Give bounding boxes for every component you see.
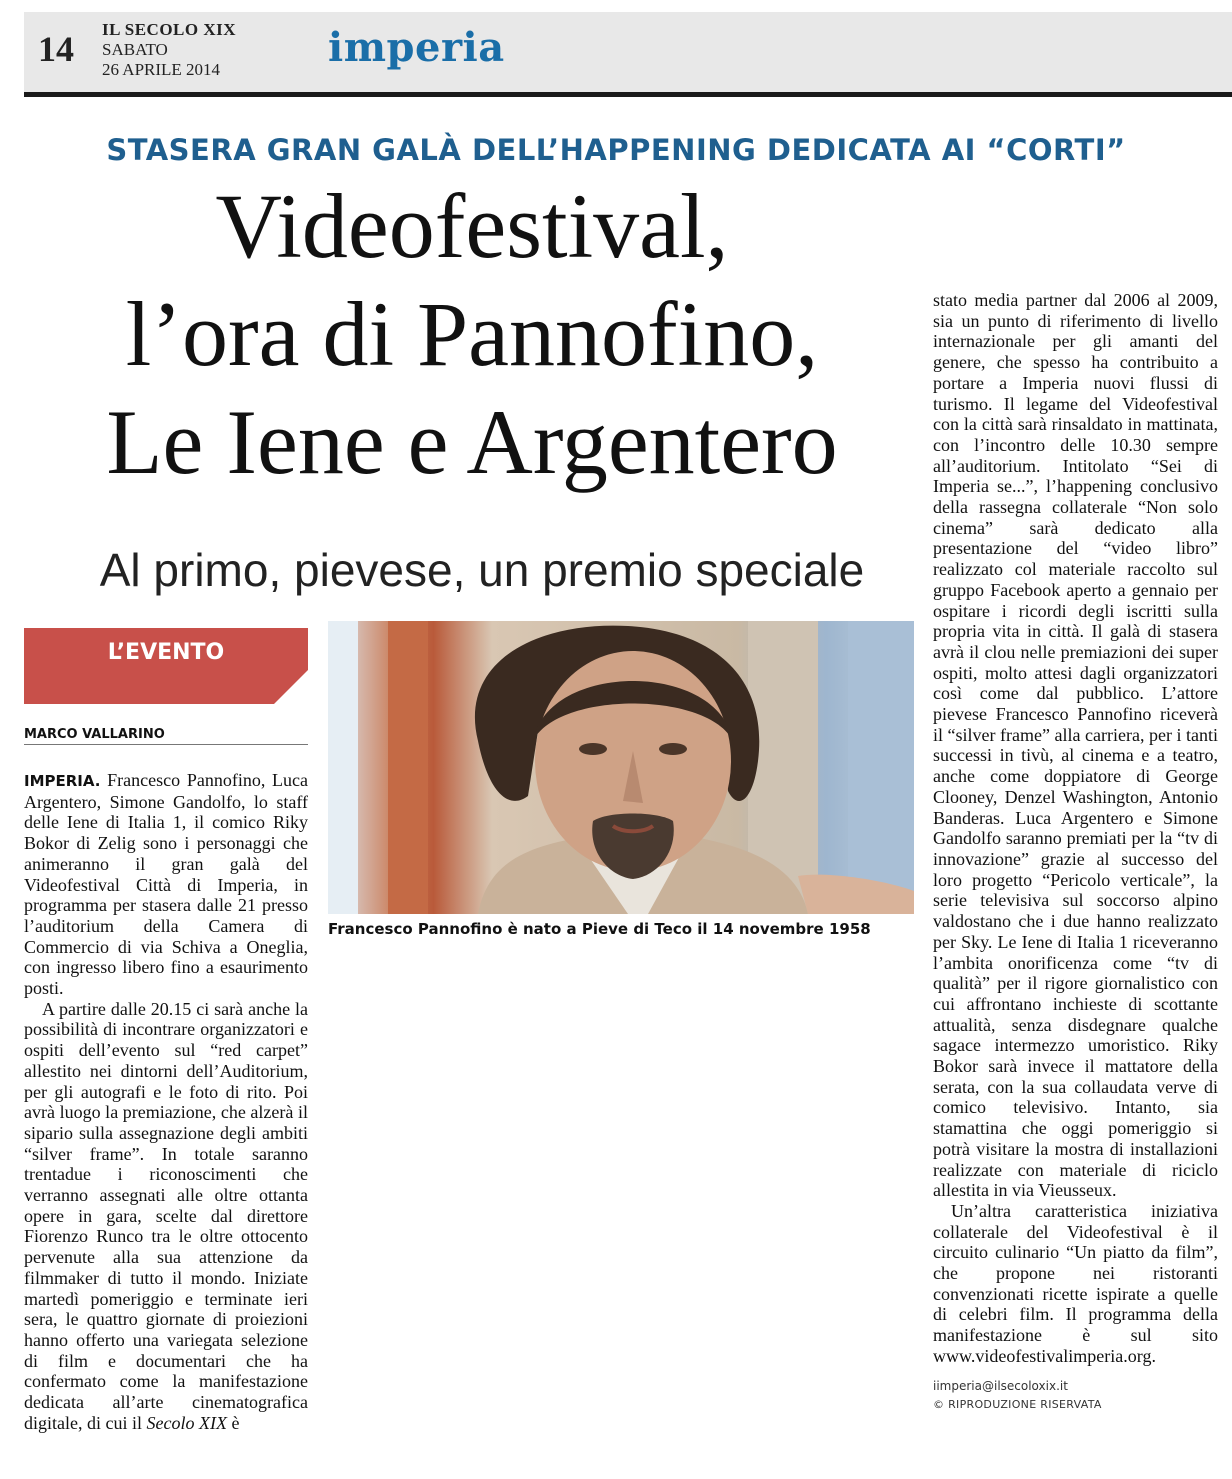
- copyright-notice: © RIPRODUZIONE RISERVATA: [933, 1397, 1102, 1411]
- newspaper-reference: Secolo XIX: [146, 1412, 227, 1433]
- portrait-photo-icon: [328, 621, 914, 914]
- paragraph: stato media partner dal 2006 al 2009, sia un punto di riferimento di livello internazionale per gli amanti del genere, che spesso ha contribuito a portare a Imperia nuovi flussi di turismo. Il legame del Videofestival con la città sarà rinsaldato in mattinata, con l’incontro delle 10.30 sempre all’auditorium. Intitolato “Sei di Imperia se...”, l’happening conclusivo della rassegna collaterale “Non solo cinema” sarà dedicato alla presentazione del “video libro” realizzato col materiale raccolto sul gruppo Facebook aperto a gennaio per ospitare i ricordi degli iscritti sulla propria vita in città. Il galà di stasera avrà il clou nelle premiazioni dei super ospiti, molto attesi dagli organizzatori così come dal pubblico. L’attore pievese Francesco Pannofino riceverà il “silver frame” alla carriera, per i tanti successi in tivù, al cinema e a teatro, anche come doppiatore di George Clooney, Denzel Washington, Antonio Banderas. Luca Argentero e Simone Gandolfo saranno premiati per la “tv di innovazione” grazie al successo del loro progetto “Pericolo verticale”, la serie televisiva sul soccorso alpino valdostano che i due hanno realizzato per Sky. Le Iene di Italia 1 riceveranno l’ambita onorificenza come “tv di qualità” per il rigore giornalistico con cui affrontano inchieste di scottante attualità, senza disdegnare qualche sagace intermezzo umoristico. Riky Bokor sarà invece il mattatore della serata, con la sua collaudata verve di comico televisivo. Intanto, sia stamattina che oggi pomeriggio si potrà visitare la mostra di installazioni realizzate con materiale di riciclo allestita in via Vieusseux.: [933, 290, 1218, 1201]
- issue-day: SABATO: [102, 40, 168, 59]
- page-number: 14: [38, 29, 74, 69]
- issue-date: 26 APRILE 2014: [102, 60, 221, 79]
- article-subhead: Al primo, pievese, un premio speciale: [99, 544, 865, 596]
- dateline: IMPERIA.: [24, 772, 101, 790]
- folded-corner-icon: [274, 670, 308, 704]
- headline-line: Videofestival,: [215, 175, 729, 277]
- newspaper-name: IL SECOLO XIX: [102, 20, 237, 39]
- masthead-info: [102, 20, 236, 80]
- paragraph-text: A partire dalle 20.15 ci sarà anche la possibilità di incontrare organizzatori e ospiti dell’evento sul “red carpet” allestito nei dintorni dell’Auditorium, per gli autografi e le foto di rito. Poi avrà luogo la premiazione, che alzerà il sipario sulla assegnazione degli ambiti “silver frame”. In totale saranno trentadue i riconoscimenti che verranno assegnati alle oltre ottanta opere in gara, scelte dal direttore Fiorenzo Runco tra le oltre ottocento pervenute alla sua attenzione da filmmaker di tutto il mondo. Iniziate martedì pomeriggio e terminate ieri sera, le quattro giornate di proiezioni hanno offerto una variegata selezione di film e documentari che ha confermato come la manifestazione dedicata all’arte cinematografica digitale, di cui il: [24, 998, 308, 1433]
- paragraph-text: Francesco Pannofino, Luca Argentero, Simone Gandolfo, lo staff delle Iene di Italia 1, il comico Riky Bokor di Zelig sono i personaggi che animeranno il gran galà del Videofestival Città di Imperia, in programma per stasera dalle 21 presso l’auditorium della Camera di Commercio di via Schiva a Oneglia, con ingresso libero fino a esaurimento posti.: [24, 770, 309, 999]
- contact-email: iimperia@ilsecoloxix.it: [933, 1378, 1068, 1393]
- article-column-right: [933, 290, 1218, 1415]
- headline-line: l’ora di Pannofino,: [125, 283, 819, 385]
- photo-caption: Francesco Pannofino è nato a Pieve di Teco il 14 novembre 1958: [328, 920, 871, 938]
- rubric-label: L’EVENTO: [107, 640, 225, 665]
- article-photo: [328, 621, 914, 914]
- headline-line: Le Iene e Argentero: [106, 391, 838, 493]
- article-kicker: STASERA GRAN GALÀ DELL’HAPPENING DEDICATA AI “CORTI”: [106, 133, 1126, 167]
- byline: MARCO VALLARINO: [24, 727, 308, 745]
- paragraph-text: è: [231, 1412, 240, 1433]
- article-column-left: [24, 770, 308, 1434]
- paragraph: [24, 999, 308, 1434]
- rubric-box: [24, 628, 308, 704]
- article-headline: [22, 172, 922, 496]
- paragraph: Un’altra caratteristica iniziativa collaterale del Videofestival è il circuito culinario “Un piatto da film”, che propone nei ristoranti convenzionati ricette ispirate a quelle di celebri film. Il programma della manifestazione è sul sito www.videofestivalimperia.org.: [933, 1200, 1218, 1366]
- page-header: [24, 12, 1232, 97]
- section-title: imperia: [328, 24, 505, 71]
- paragraph: [24, 770, 308, 999]
